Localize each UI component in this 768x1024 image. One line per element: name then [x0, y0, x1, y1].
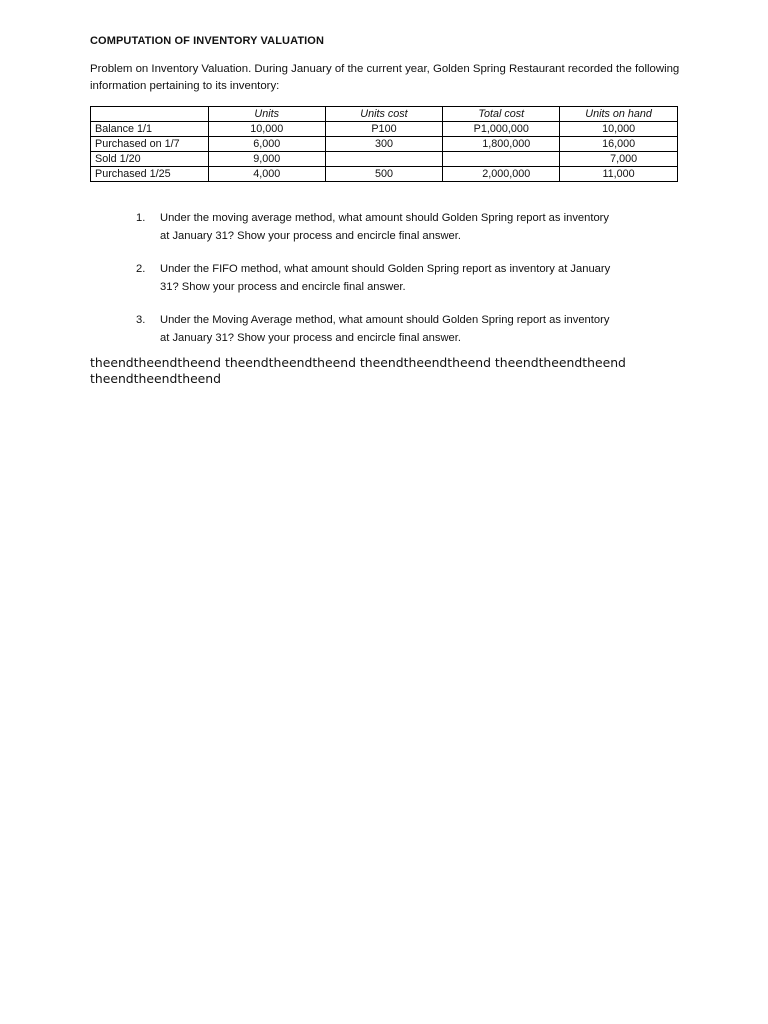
- question-1: [136, 209, 681, 245]
- table-row: [91, 122, 678, 137]
- question-number: 2.: [136, 263, 146, 275]
- unit-cost-cell: 300: [325, 137, 443, 152]
- column-header-units-on-hand: Units on hand: [560, 107, 678, 122]
- end-text: theendtheendtheend theendtheendtheend theendtheendtheend theendtheendtheend theendtheendtheend: [90, 355, 626, 386]
- question-line-1: Under the Moving Average method, what amount should Golden Spring report as inventory: [160, 314, 610, 326]
- row-label: Sold 1/20: [91, 152, 209, 167]
- column-header: [91, 107, 209, 122]
- units-on-hand-cell: 16,000: [560, 137, 678, 152]
- question-3: [136, 311, 681, 347]
- total-cost-cell: [443, 152, 560, 167]
- table-row: [91, 152, 678, 167]
- document-title: COMPUTATION OF INVENTORY VALUATION: [90, 35, 324, 47]
- row-label: Balance 1/1: [91, 122, 209, 137]
- total-cost-cell: 2,000,000: [443, 167, 560, 182]
- question-text: [158, 311, 681, 347]
- unit-cost-cell: P100: [325, 122, 443, 137]
- units-cell: 9,000: [208, 152, 325, 167]
- inventory-table: [90, 106, 678, 182]
- table-header-row: [91, 107, 678, 122]
- unit-cost-cell: [325, 152, 443, 167]
- units-on-hand-cell: 11,000: [560, 167, 678, 182]
- question-number: 3.: [136, 314, 146, 326]
- units-on-hand-cell: 7,000: [560, 152, 678, 167]
- table-row: [91, 137, 678, 152]
- question-line-2: 31? Show your process and encircle final answer.: [160, 281, 406, 293]
- table-row: [91, 167, 678, 182]
- unit-cost-cell: 500: [325, 167, 443, 182]
- problem-intro: Problem on Inventory Valuation. During January of the current year, Golden Spring Restaurant recorded the following information pertaining to its inventory:: [90, 63, 680, 92]
- question-line-1: Under the FIFO method, what amount should Golden Spring report as inventory at January: [160, 263, 611, 275]
- question-number: 1.: [136, 212, 146, 224]
- column-header-total-cost: Total cost: [443, 107, 560, 122]
- units-on-hand-cell: 10,000: [560, 122, 678, 137]
- units-cell: 6,000: [208, 137, 325, 152]
- question-text: [158, 260, 681, 296]
- question-line-2: at January 31? Show your process and encircle final answer.: [160, 230, 461, 242]
- question-2: [136, 260, 681, 296]
- column-header-units: Units: [208, 107, 325, 122]
- question-text: [158, 209, 681, 245]
- total-cost-cell: 1,800,000: [443, 137, 560, 152]
- question-line-1: Under the moving average method, what amount should Golden Spring report as inventory: [160, 212, 610, 224]
- column-header-units-cost: Units cost: [325, 107, 443, 122]
- row-label: Purchased 1/25: [91, 167, 209, 182]
- units-cell: 4,000: [208, 167, 325, 182]
- row-label: Purchased on 1/7: [91, 137, 209, 152]
- units-cell: 10,000: [208, 122, 325, 137]
- total-cost-cell: P1,000,000: [443, 122, 560, 137]
- question-line-2: at January 31? Show your process and encircle final answer.: [160, 332, 461, 344]
